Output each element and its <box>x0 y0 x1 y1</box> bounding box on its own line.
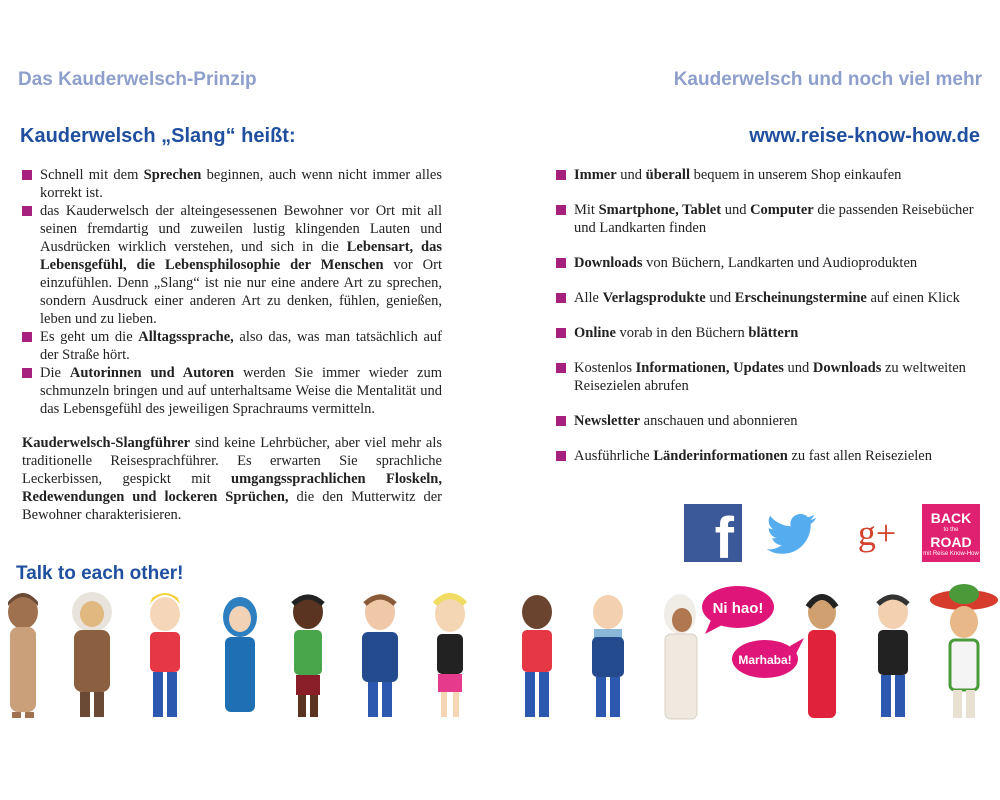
character-11 <box>808 595 836 718</box>
text-run: Kostenlos <box>574 360 636 376</box>
text-run: werden Sie immer wieder zum schmunzeln bringen und auf unterhaltsame Weise die Mentalität und das Lebensgefühl des jeweiligen Sprachraums vermitteln. <box>40 365 443 417</box>
text-run: das Kauderwelsch der alteingesessenen Bewohner vor Ort mit all seinen fremdartig und zuweilen lustig klingenden Lauten und Ausdrücken wirklich verstehen, und sich in die <box>40 203 442 255</box>
slang-list <box>22 166 442 418</box>
text-run: auf einen Klick <box>866 290 960 306</box>
text-run: also das, was man tatsächlich auf der Straße hört. <box>40 329 442 363</box>
bold-text: Downloads <box>812 360 882 376</box>
list-item <box>556 447 976 465</box>
bold-text: Länderinformationen <box>653 448 788 464</box>
bold-text: Kauderwelsch-Slangführer <box>22 435 191 451</box>
text-run: Alle <box>574 290 603 306</box>
bold-text: Lebensart, das Lebensgefühl, die Lebensphilosophie der Menschen <box>40 239 442 273</box>
bold-text: Downloads <box>574 255 643 271</box>
list-item <box>556 324 976 342</box>
section-title-left: Das Kauderwelsch-Prinzip <box>18 69 257 90</box>
btr-small-bottom: mit Reise Know-How <box>923 551 979 557</box>
text-run: von Büchern, Landkarten und Audioprodukten <box>642 255 918 271</box>
website-url[interactable]: www.reise-know-how.de <box>749 125 980 147</box>
list-item <box>556 166 976 184</box>
text-run: anschauen und abonnieren <box>640 413 798 429</box>
facebook-icon[interactable]: f <box>684 504 742 562</box>
bold-text: überall <box>645 167 690 183</box>
btr-bottom-text: ROAD <box>930 534 972 550</box>
list-item <box>556 359 976 395</box>
bold-text: blättern <box>748 325 799 341</box>
character-4 <box>223 597 257 712</box>
text-run: vor Ort einzufühlen. Denn „Slang“ ist nie nur eine andere Art zu sprechen, sondern Ausdruck einer anderen Art zu denken, fühlen, genießen, leben und zu lieben. <box>40 257 442 327</box>
text-run: zu weltweiten Reisezielen abrufen <box>574 360 966 394</box>
bold-text: Alltagssprache, <box>138 329 234 345</box>
text-run: die den Mutterwitz der Bewohner charakterisieren. <box>22 489 443 523</box>
bold-text: Online <box>574 325 616 341</box>
bold-text: Newsletter <box>574 413 641 429</box>
bold-text: Autorinnen und Autoren <box>69 365 235 381</box>
bold-text: Smartphone, Tablet <box>598 202 722 218</box>
slangfuehrer-paragraph <box>22 434 442 524</box>
talk-heading: Talk to each other! <box>16 563 184 584</box>
back-to-the-road-logo[interactable] <box>922 504 980 562</box>
bold-text: Verlagsprodukte <box>602 290 706 306</box>
list-item <box>556 289 976 307</box>
character-7 <box>435 596 465 717</box>
text-run: beginnen, auch wenn nicht immer alles korrekt ist. <box>40 167 442 201</box>
text-run: Schnell mit dem <box>40 167 144 183</box>
text-run: bequem in unserem Shop einkaufen <box>689 167 902 183</box>
btr-top-text: BACK <box>930 510 972 526</box>
text-run: vorab in den Büchern <box>615 325 749 341</box>
character-8 <box>522 595 552 717</box>
features-list <box>556 166 976 482</box>
character-9 <box>592 595 624 717</box>
list-item <box>22 364 442 418</box>
googleplus-icon[interactable]: g+ <box>857 513 897 553</box>
people-illustration <box>0 582 1000 732</box>
text-run: Ausführliche <box>574 448 654 464</box>
speech-bubble-2-text: Marhaba! <box>738 653 792 667</box>
list-item <box>556 254 976 272</box>
text-run: die passenden Reisebücher und Landkarten finden <box>574 202 974 236</box>
bold-text: Immer <box>574 167 617 183</box>
text-run: zu fast allen Reisezielen <box>787 448 932 464</box>
character-12 <box>878 595 908 717</box>
character-5 <box>293 595 323 717</box>
bold-text: Computer <box>750 202 814 218</box>
bold-text: Erscheinungstermine <box>734 290 867 306</box>
text-run: Die <box>40 365 70 381</box>
character-13 <box>930 584 998 718</box>
bold-text: Informationen, Updates <box>635 360 784 376</box>
btr-small-top: to the <box>943 527 959 533</box>
list-item <box>22 166 442 202</box>
twitter-icon[interactable] <box>764 504 822 562</box>
list-item <box>22 202 442 328</box>
text-run: und <box>705 290 735 306</box>
character-1 <box>8 593 38 718</box>
character-2 <box>72 592 112 717</box>
text-run: sind keine Lehrbücher, aber viel mehr als traditionelle Reisesprachführer. Es erwarten Sie sprachliche Leckerbissen, gespickt mit <box>22 435 442 487</box>
character-6 <box>362 594 398 717</box>
list-item <box>556 201 976 237</box>
text-run: Mit <box>574 202 599 218</box>
text-run: Es geht um die <box>40 329 139 345</box>
text-run: und <box>616 167 646 183</box>
character-10 <box>664 594 697 719</box>
section-title-right: Kauderwelsch und noch viel mehr <box>673 69 982 90</box>
text-run: und <box>783 360 813 376</box>
slang-heading: Kauderwelsch „Slang“ heißt: <box>20 125 296 147</box>
speech-bubble-1-text: Ni hao! <box>712 600 764 617</box>
character-3 <box>150 593 180 717</box>
list-item <box>556 412 976 430</box>
bold-text: umgangssprachlichen Floskeln, Redewendungen und lockeren Sprüchen, <box>22 471 442 505</box>
bold-text: Sprechen <box>143 167 202 183</box>
list-item <box>22 328 442 364</box>
text-run: und <box>721 202 751 218</box>
